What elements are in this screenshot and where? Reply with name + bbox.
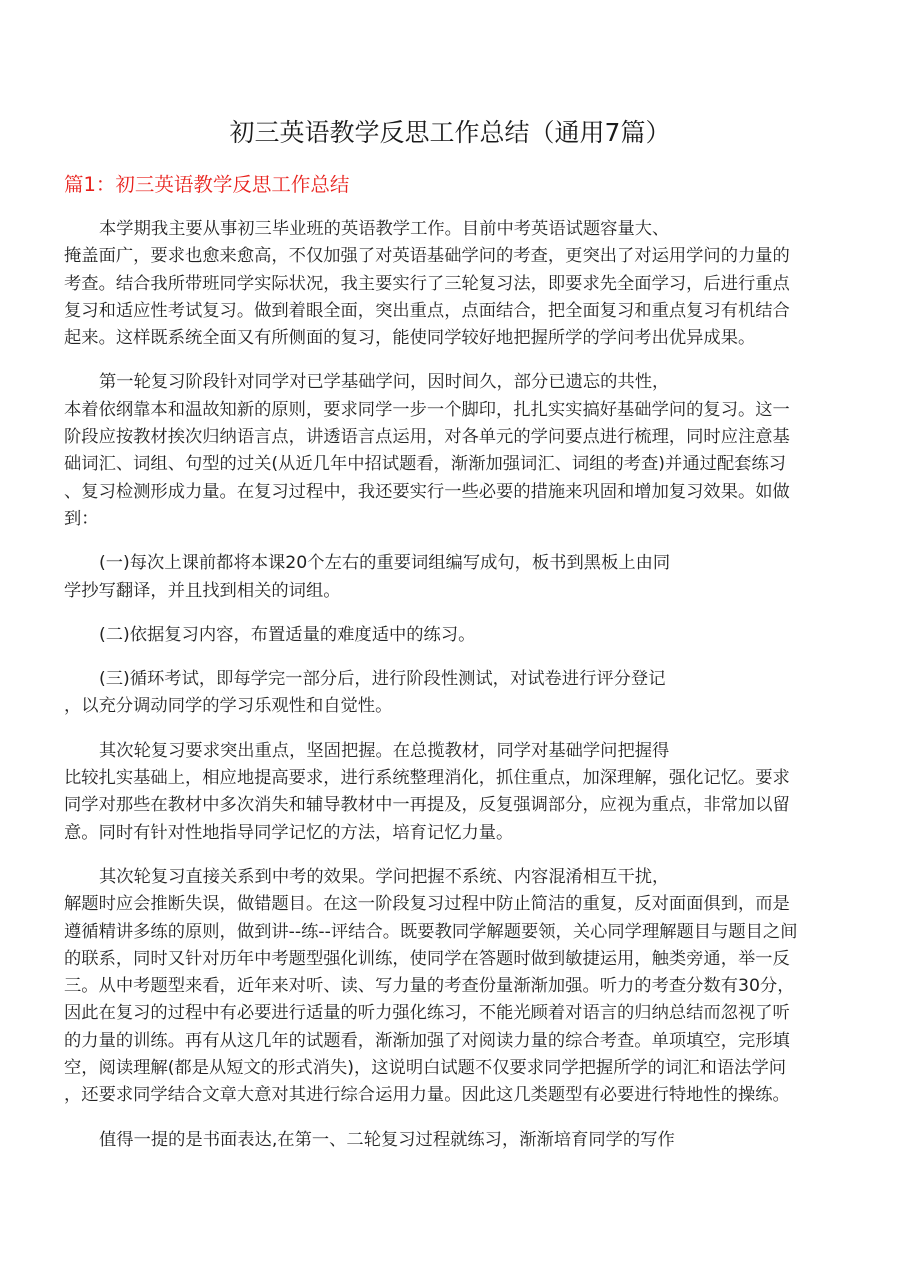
text-line: (一)每次上课前都将本课20个左右的重要词组编写成句，板书到黑板上由同 — [99, 553, 671, 574]
text-line: ，以充分调动同学的学习乐观性和自觉性。 — [64, 696, 393, 717]
text-line: 因此在复习的过程中有必要进行适量的听力强化练习，不能光顾着对语言的归纳总结而忽视了听 — [64, 1003, 790, 1024]
section-heading: 篇1：初三英语教学反思工作总结 — [64, 173, 350, 196]
text-line: (三)循环考试，即每学完一部分后，进行阶段性测试，对试卷进行评分登记 — [99, 669, 666, 690]
text-line: 本学期我主要从事初三毕业班的英语教学工作。目前中考英语试题容量大、 — [99, 219, 670, 239]
text-line: 础词汇、词组、句型的过关(从近几年中招试题看，渐渐加强词汇、词组的考查)并通过配套练习 — [64, 454, 787, 475]
paragraph — [64, 622, 836, 649]
text-line: ，还要求同学结合文章大意对其进行综合运用力量。因此这几类题型有必要进行特地性的操练。 — [64, 1085, 790, 1106]
text-line: 掩盖面广，要求也愈来愈高，不仅加强了对英语基础学问的考查，更突出了对运用学问的力量的 — [64, 246, 790, 267]
text-line: 空，阅读理解(都是从短文的形式消失)，这说明白试题不仅要求同学把握所学的词汇和语法学问 — [64, 1058, 787, 1079]
text-line: 到： — [64, 508, 99, 529]
text-line: 学抄写翻译，并且找到相关的词组。 — [64, 580, 341, 601]
text-line: 复习和适应性考试复习。做到着眼全面，突出重点，点面结合，把全面复习和重点复习有机结合 — [64, 300, 790, 321]
text-line: 第一轮复习阶段针对同学对已学基础学问，因时间久，部分已遗忘的共性， — [99, 372, 670, 393]
text-line: 其次轮复习要求突出重点，坚固把握。在总揽教材，同学对基础学问把握得 — [99, 740, 670, 761]
text-line: 的联系，同时又针对历年中考题型强化训练，使同学在答题时做到敏捷运用，触类旁通，举一反 — [64, 948, 790, 969]
paragraph — [64, 550, 836, 605]
text-line: 本着依纲靠本和温故知新的原则，要求同学一步一个脚印，扎扎实实搞好基础学问的复习。这一 — [64, 399, 790, 420]
text-line: 值得一提的是书面表达,在第一、二轮复习过程就练习，渐渐培育同学的写作 — [99, 1129, 675, 1150]
text-line: 、复习检测形成力量。在复习过程中，我还要实行一些必要的措施来巩固和增加复习效果。如做 — [64, 481, 790, 502]
text-line: 意。同时有针对性地指导同学记忆的方法，培育记忆力量。 — [64, 822, 514, 843]
paragraph — [64, 1127, 836, 1154]
paragraph — [64, 864, 836, 1110]
text-line: 遵循精讲多练的原则，做到讲--练--评结合。既要教同学解题要领，关心同学理解题目与题目之间 — [64, 921, 798, 942]
text-line: 阶段应按教材挨次归纳语言点，讲透语言点运用，对各单元的学问要点进行梳理，同时应注意基 — [64, 427, 790, 448]
text-line: 解题时应会推断失误，做错题目。在这一阶段复习过程中防止简洁的重复，反对面面俱到，而是 — [64, 894, 790, 915]
text-line: 比较扎实基础上，相应地提高要求，进行系统整理消化，抓住重点，加深理解，强化记忆。要求 — [64, 768, 790, 789]
document-title: 初三英语教学反思工作总结（通用7篇） — [229, 118, 671, 147]
text-line: 其次轮复习直接关系到中考的效果。学问把握不系统、内容混淆相互干扰， — [99, 866, 670, 887]
text-line: 起来。这样既系统全面又有所侧面的复习，能使同学较好地把握所学的学问考出优异成果。 — [64, 328, 756, 349]
paragraph — [64, 666, 836, 721]
text-line: 考查。结合我所带班同学实际状况，我主要实行了三轮复习法，即要求先全面学习，后进行重点 — [64, 273, 790, 294]
document-body — [64, 216, 836, 1171]
text-line: 同学对那些在教材中多次消失和辅导教材中一再提及，反复强调部分，应视为重点，非常加以留 — [64, 795, 790, 816]
text-line: (二)依据复习内容，布置适量的难度适中的练习。 — [99, 624, 476, 645]
paragraph — [64, 216, 836, 352]
text-line: 三。从中考题型来看，近年来对听、读、写力量的考查份量渐渐加强。听力的考查分数有30分， — [64, 976, 795, 997]
text-line: 的力量的训练。再有从这几年的试题看，渐渐加强了对阅读力量的综合考查。单项填空，完形填 — [64, 1030, 790, 1051]
paragraph — [64, 369, 836, 533]
paragraph — [64, 738, 836, 847]
